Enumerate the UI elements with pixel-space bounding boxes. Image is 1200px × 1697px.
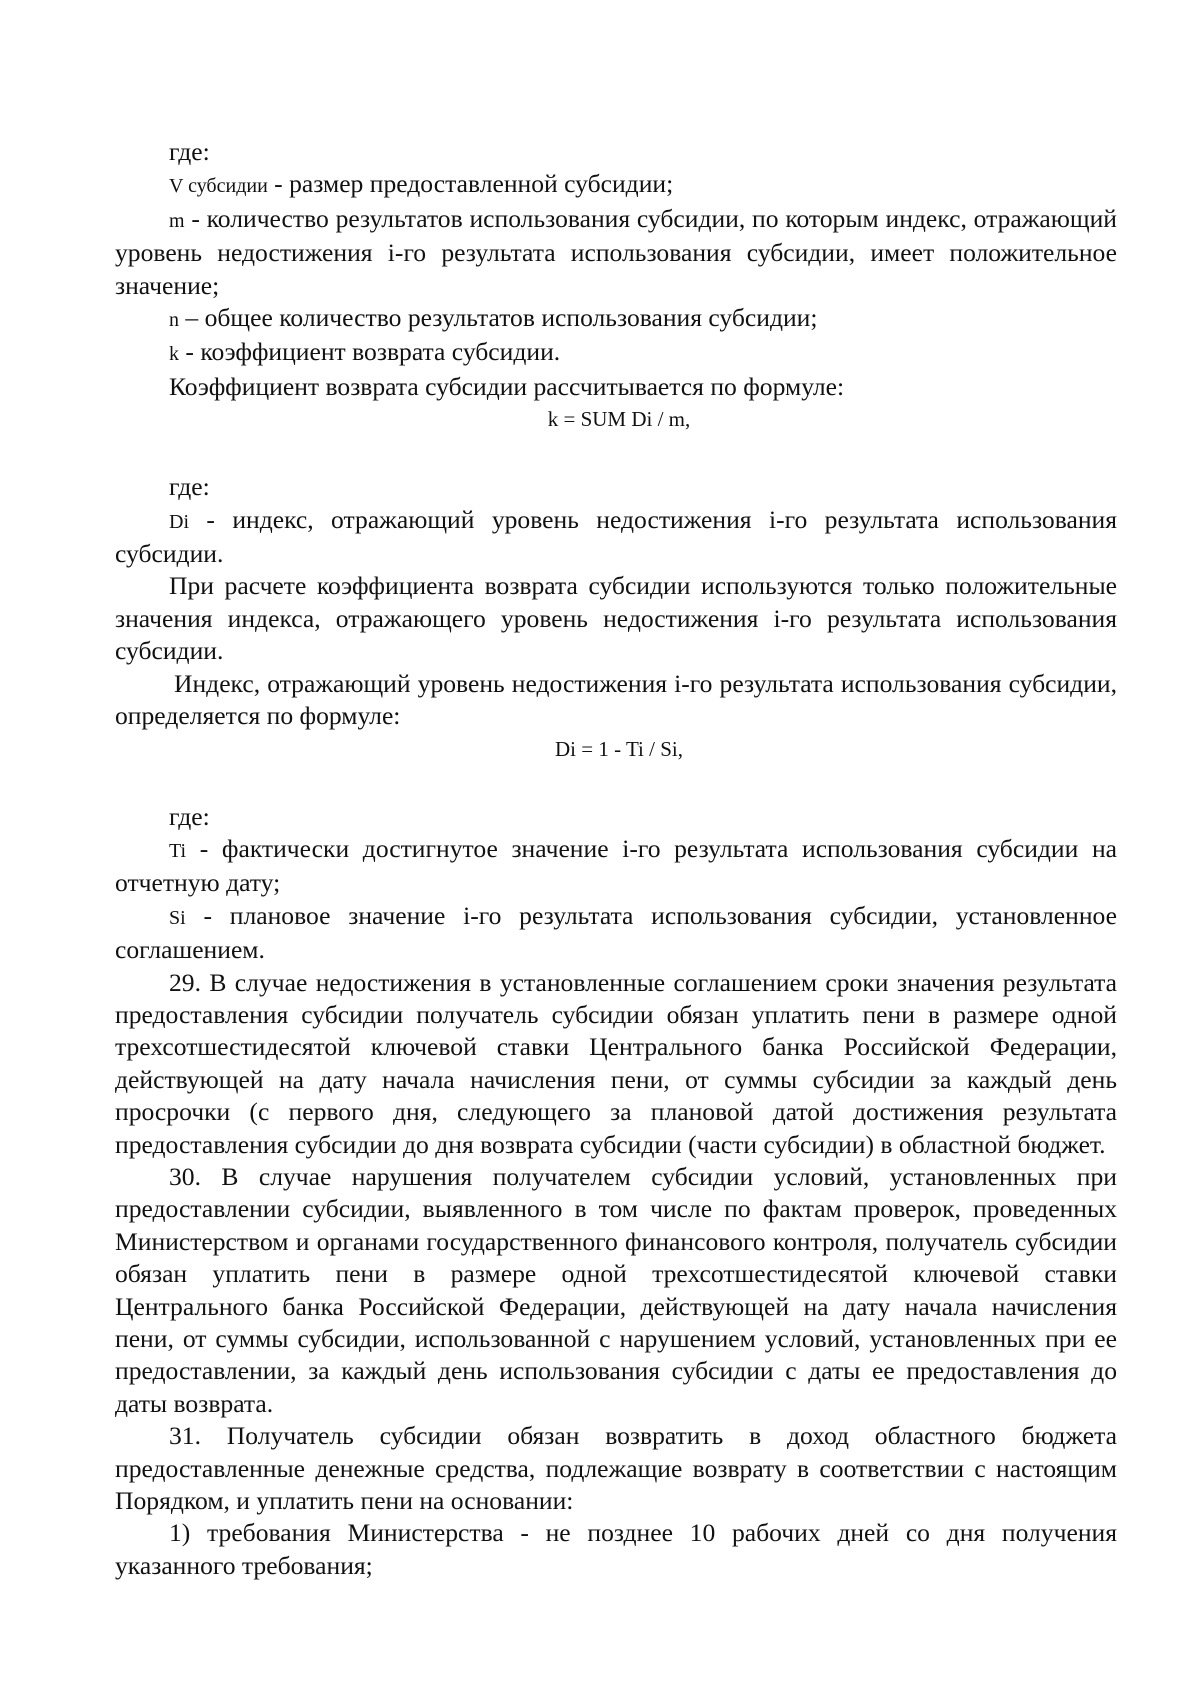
coefficient-intro: Коэффициент возврата субсидии рассчитывается по формуле:: [169, 371, 845, 401]
clause-31-item-1: 1) требования Министерства - не позднее 10 рабочих дней со дня получения указанного требования;: [115, 1518, 1117, 1580]
index-intro: Индекс, отражающий уровень недостижения i-го результата использования субсидии, определяется по формуле:: [115, 668, 1117, 731]
symbol-v: V субсидии: [169, 175, 268, 198]
definition-m-text: - количество результатов использования субсидии, по которым индекс, отражающий уровень недостижения i-го результата использования субсидии, имеет положительное значение;: [115, 203, 1117, 300]
definition-di: [115, 504, 1117, 571]
symbol-di: Di: [169, 510, 189, 533]
symbol-k: k: [169, 343, 179, 366]
symbol-m: m: [169, 209, 185, 232]
definition-di-text: - индекс, отражающий уровень недостижения i-го результата использования субсидии.: [115, 504, 1117, 569]
formula-di: Di = 1 - Ti / Si,: [555, 736, 683, 761]
definition-si-text: - плановое значение i-го результата использования субсидии, установленное соглашением.: [115, 900, 1117, 965]
definition-n: [115, 302, 1117, 336]
definition-m: [115, 203, 1117, 302]
clause-29: 29. В случае недостижения в установленные соглашением сроки значения результата предоставления субсидии получатель субсидии обязан уплатить пени в размере одной трехсотшестидесятой ключевой ставки Центрального банка Российской Федерации, действующей на дату начала начисления пени, от суммы субсидии за каждый день просрочки (с первого дня, следующего за плановой датой достижения результата предоставления субсидии до дня возврата субсидии (части субсидии) в областной бюджет.: [115, 967, 1117, 1159]
symbol-si: Si: [169, 906, 186, 929]
positive-values-note: При расчете коэффициента возврата субсидии используются только положительные значения индекса, отражающего уровень недостижения i-го результата использования субсидии.: [115, 571, 1117, 666]
definition-k-text: - коэффициент возврата субсидии.: [179, 337, 561, 367]
definition-v: [115, 168, 1117, 202]
definition-v-text: - размер предоставленной субсидии;: [267, 169, 674, 199]
definition-si: [115, 900, 1117, 967]
document-page: [115, 136, 1117, 1582]
formula-k: k = SUM Di / m,: [547, 407, 691, 432]
symbol-ti: Ti: [169, 839, 187, 862]
clause-31: 31. Получатель субсидии обязан возвратить в доход областного бюджета предоставленные денежные средства, подлежащие возврату в соответствии с настоящим Порядком, и уплатить пени на основании:: [115, 1421, 1117, 1516]
spacer: [115, 435, 1117, 471]
symbol-n: n: [169, 309, 179, 332]
clause-30: 30. В случае нарушения получателем субсидии условий, установленных при предоставлении субсидии, выявленного в том числе по фактам проверок, проведенных Министерством и органами государственного финансового контроля, получатель субсидии обязан уплатить пени в размере одной трехсотшестидесятой ключевой ставки Центрального банка Российской Федерации, действующей на дату начала начисления пени, от суммы субсидии, использованной с нарушением условий, установленных при ее предоставлении, за каждый день использования субсидии с даты ее предоставления до даты возврата.: [115, 1161, 1117, 1418]
definition-ti-text: - фактически достигнутое значение i-го результата использования субсидии на отчетную дату;: [115, 833, 1117, 898]
where-label: где:: [169, 137, 210, 166]
definition-n-text: – общее количество результатов использования субсидии;: [179, 303, 818, 333]
spacer: [115, 765, 1117, 801]
definition-k: [115, 336, 1117, 370]
definition-ti: [115, 833, 1117, 900]
where-label: где:: [169, 801, 210, 831]
where-label: где:: [169, 472, 210, 502]
